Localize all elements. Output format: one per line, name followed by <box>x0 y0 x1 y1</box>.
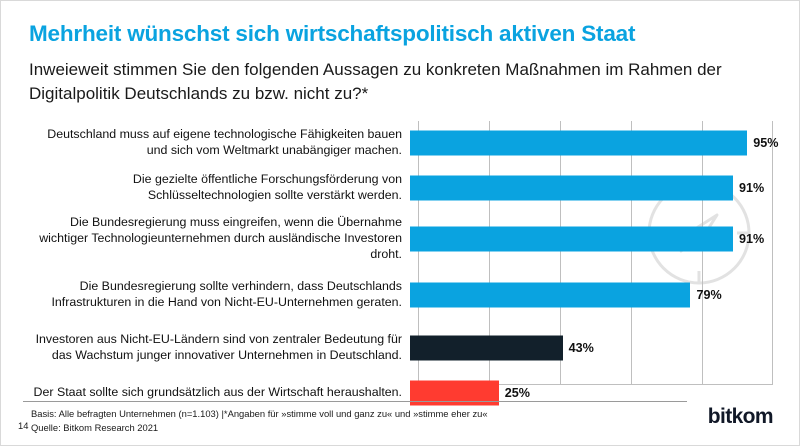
footnote-line-1: Basis: Alle befragten Unternehmen (n=1.103) |*Angaben für »stimme voll und ganz zu« und »stimme eher zu« <box>31 408 488 419</box>
table-row <box>29 267 773 323</box>
bar <box>410 227 733 252</box>
table-row <box>29 167 773 209</box>
bar-track <box>410 267 773 323</box>
bar <box>410 176 733 201</box>
bar-track <box>410 167 773 209</box>
bar-chart <box>29 121 779 400</box>
footer-divider <box>23 401 687 402</box>
bar-track <box>410 321 773 375</box>
bar-value-label: 43% <box>568 341 594 355</box>
bar <box>410 336 563 361</box>
bar-category-label: Investoren aus Nicht-EU-Ländern sind von zentraler Bedeutung für das Wachstum junger innovativer Unternehmen in Deutschland. <box>35 332 402 362</box>
page-subtitle: Inweieweit stimmen Sie den folgenden Aussagen zu konkreten Maßnahmen im Rahmen der Digitalpolitik Deutschlands zu bzw. nicht zu?* <box>29 60 722 104</box>
bar-category-label: Deutschland muss auf eigene technologische Fähigkeiten bauen und sich vom Weltmarkt unabängiger machen. <box>47 127 402 157</box>
bar <box>410 283 690 308</box>
table-row <box>29 321 773 375</box>
bar-rows <box>29 121 779 400</box>
bitkom-logo-text: bitkom <box>707 405 773 428</box>
page-number: 14 <box>18 420 29 431</box>
page-title: Mehrheit wünschst sich wirtschaftspolitisch aktiven Staat <box>29 21 636 46</box>
bar-category-label: Der Staat sollte sich grundsätzlich aus der Wirtschaft heraushalten. <box>33 385 402 400</box>
footnote-line-2: Quelle: Bitkom Research 2021 <box>31 421 159 433</box>
table-row <box>29 121 779 165</box>
bar-track <box>410 121 779 165</box>
bar-track <box>410 211 773 267</box>
footnote <box>31 407 671 434</box>
bar-value-label: 91% <box>739 181 765 195</box>
bar-value-label: 25% <box>504 386 530 400</box>
bar-category-label: Die Bundesregierung muss eingreifen, wenn die Übernahme wichtiger Technologieunternehmen durch ausländische Investoren droht. <box>39 215 402 261</box>
bar-value-label: 95% <box>753 136 779 150</box>
table-row <box>29 211 773 267</box>
bar-category-label: Die gezielte öffentliche Forschungsförderung von Schlüsseltechnologien sollte verstärkt werden. <box>132 172 402 202</box>
bar-value-label: 91% <box>739 232 765 246</box>
bar-value-label: 79% <box>696 288 722 302</box>
bar-category-label: Die Bundesregierung sollte verhindern, dass Deutschlands Infrastrukturen in die Hand von Nicht-EU-Unternehmen geraten. <box>51 279 402 309</box>
bitkom-logo <box>708 405 773 429</box>
bar <box>410 131 747 156</box>
